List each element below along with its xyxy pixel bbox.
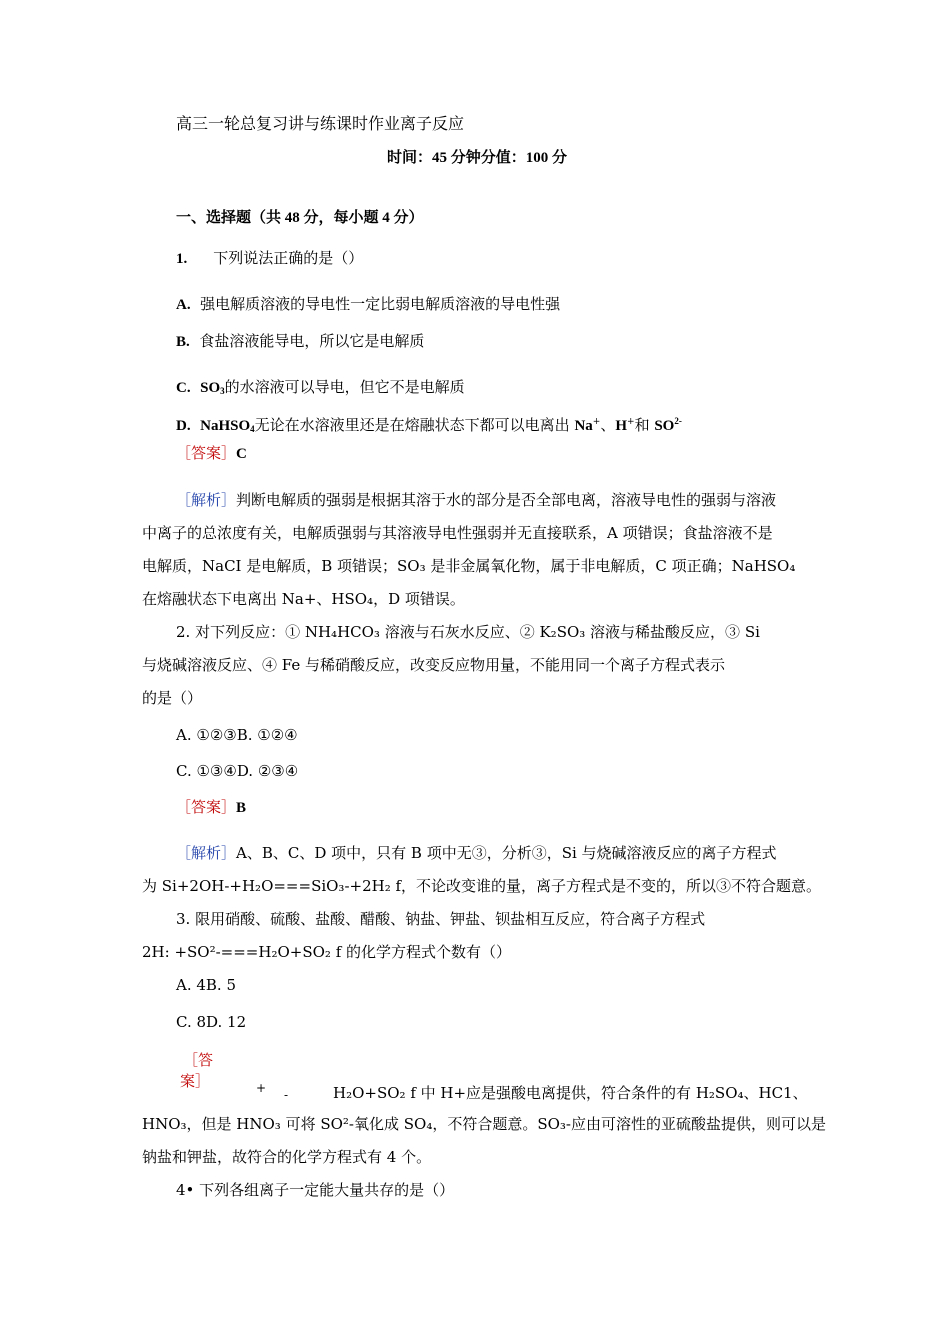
subscript: 3 xyxy=(220,386,225,396)
question-number: 1. xyxy=(176,251,188,267)
question-3-options-ab: A. 4B. 5 xyxy=(176,976,237,994)
analysis-2-line-1 xyxy=(176,843,777,863)
option-label: A. xyxy=(176,297,191,313)
analysis-1-line-1 xyxy=(176,490,776,510)
option-text: 的水溶液可以导电，但它不是电解质 xyxy=(224,378,465,396)
separator: 、 xyxy=(600,416,616,434)
analysis-1-line-4: 在熔融状态下电离出 Na+、HSO₄，D 项错误。 xyxy=(142,590,465,608)
minus-sign: - xyxy=(284,1088,289,1102)
section-heading: 一、选择题（共 48 分，每小题 4 分） xyxy=(176,210,424,226)
plus-sign: + xyxy=(256,1081,267,1095)
answer-tag: ［答案］ xyxy=(176,444,237,462)
question-3-line-2: 2H: +SO²-===H₂O+SO₂ f 的化学方程式个数有（） xyxy=(142,943,512,961)
document-title: 高三一轮总复习讲与练课时作业离子反应 xyxy=(176,114,465,133)
superscript: 2- xyxy=(674,416,682,426)
answer-2 xyxy=(176,797,246,818)
analysis-text: 判断电解质的强弱是根据其溶于水的部分是否全部电离，溶液导电性的强弱与溶液 xyxy=(236,491,777,509)
option-a xyxy=(176,294,560,315)
option-c xyxy=(176,377,465,401)
answer-3-tag-part-1: ［答 xyxy=(183,1051,214,1069)
analysis-tag: ［解析］ xyxy=(176,491,237,509)
option-text: 食盐溶液能导电，所以它是电解质 xyxy=(199,332,425,350)
answer-3-tag-part-2: 案］ xyxy=(180,1072,211,1090)
superscript: + xyxy=(592,417,601,427)
question-2-options-ab: A. ①②③B. ①②④ xyxy=(176,726,298,744)
time-score-line: 时间：45 分钟分值：100 分 xyxy=(387,150,568,166)
ion-h: H xyxy=(615,418,628,434)
option-label: C. xyxy=(176,380,191,396)
analysis-1-line-3: 电解质，NaCI 是电解质，B 项错误；SO₃ 是非金属氧化物，属于非电解质，C 项正确；NaHSO₄ xyxy=(142,557,796,575)
analysis-3-line-1: H₂O+SO₂ f 中 H+应是强酸电离提供，符合条件的有 H₂SO₄、HC1、 xyxy=(333,1084,808,1102)
analysis-tag: ［解析］ xyxy=(176,844,237,862)
option-b xyxy=(176,331,424,352)
conjunction: 和 xyxy=(634,416,655,434)
formula: NaHSO xyxy=(200,418,251,434)
subscript: 4 xyxy=(250,424,255,434)
question-2-line-1: 2. 对下列反应：① NH₄HCO₃ 溶液与石灰水反应、② K₂SO₃ 溶液与稀盐酸反应，③ Si xyxy=(176,623,760,641)
option-label: D. xyxy=(176,418,191,434)
option-label: B. xyxy=(176,334,190,350)
analysis-text: A、B、C、D 项中，只有 B 项中无③，分析③，Si 与烧碱溶液反应的离子方程式 xyxy=(236,844,777,862)
question-3-options-cd: C. 8D. 12 xyxy=(176,1013,247,1031)
ion-so: SO xyxy=(654,418,675,434)
question-3-line-1: 3. 限用硝酸、硫酸、盐酸、醋酸、钠盐、钾盐、钡盐相互反应，符合离子方程式 xyxy=(176,910,706,928)
option-text: 无论在水溶液里还是在熔融状态下都可以电离出 xyxy=(254,416,575,434)
option-d xyxy=(176,411,682,439)
analysis-3-line-3: 钠盐和钾盐，故符合的化学方程式有 4 个。 xyxy=(142,1148,432,1166)
option-text: 强电解质溶液的导电性一定比弱电解质溶液的导电性强 xyxy=(200,295,561,313)
answer-value: C xyxy=(236,446,247,462)
analysis-2-line-2: 为 Si+2OH-+H₂O===SiO₃-+2H₂ f，不论改变谁的量，离子方程式是不变的，所以③不符合题意。 xyxy=(142,877,822,895)
question-stem: 下列说法正确的是（） xyxy=(213,249,364,267)
question-4-line-1: 4• 下列各组离子一定能大量共存的是（） xyxy=(176,1181,455,1199)
analysis-1-line-2: 中离子的总浓度有关，电解质强弱与其溶液导电性强弱并无直接联系，A 项错误；食盐溶液不是 xyxy=(142,524,773,542)
analysis-3-line-2: HNO₃，但是 HNO₃ 可将 SO²-氧化成 SO₄，不符合题意。SO₃-应由可溶性的亚硫酸盐提供，则可以是 xyxy=(142,1115,827,1133)
formula: SO xyxy=(200,380,221,396)
ion-na: Na xyxy=(574,418,593,434)
question-1 xyxy=(176,248,363,269)
superscript: + xyxy=(627,417,635,427)
question-2-line-3: 的是（） xyxy=(142,689,203,707)
answer-1 xyxy=(176,443,247,464)
question-2-line-2: 与烧碱溶液反应、④ Fe 与稀硝酸反应，改变反应物用量，不能用同一个离子方程式表示 xyxy=(142,656,726,674)
answer-value: B xyxy=(236,800,247,816)
question-2-options-cd: C. ①③④D. ②③④ xyxy=(176,762,299,780)
answer-tag: ［答案］ xyxy=(176,798,237,816)
